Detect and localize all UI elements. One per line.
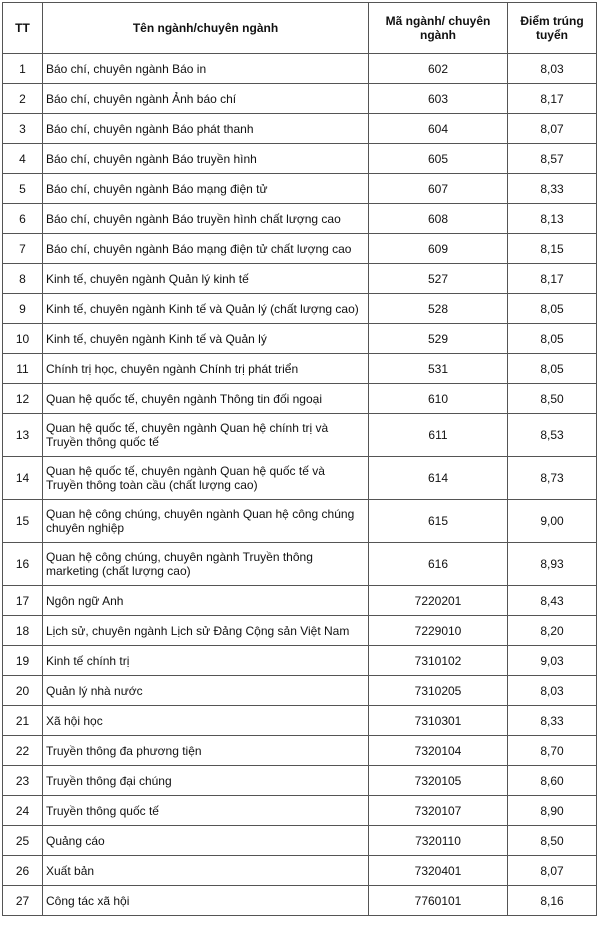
row-number: 24: [3, 796, 43, 826]
program-code: 7310301: [369, 706, 508, 736]
program-code: 611: [369, 414, 508, 457]
admission-score: 8,90: [508, 796, 597, 826]
program-code: 605: [369, 144, 508, 174]
admission-score: 8,13: [508, 204, 597, 234]
program-name: Quản lý nhà nước: [43, 676, 369, 706]
program-name: Công tác xã hội: [43, 886, 369, 916]
header-name: Tên ngành/chuyên ngành: [43, 3, 369, 54]
program-name: Quan hệ quốc tế, chuyên ngành Quan hệ chính trị và Truyền thông quốc tế: [43, 414, 369, 457]
row-number: 2: [3, 84, 43, 114]
program-name: Kinh tế chính trị: [43, 646, 369, 676]
row-number: 18: [3, 616, 43, 646]
row-number: 27: [3, 886, 43, 916]
program-code: 527: [369, 264, 508, 294]
table-row: [3, 500, 597, 543]
row-number: 3: [3, 114, 43, 144]
table-row: [3, 324, 597, 354]
program-name: Ngôn ngữ Anh: [43, 586, 369, 616]
row-number: 11: [3, 354, 43, 384]
program-name: Quan hệ công chúng, chuyên ngành Quan hệ công chúng chuyên nghiệp: [43, 500, 369, 543]
admission-score: 8,33: [508, 174, 597, 204]
program-code: 609: [369, 234, 508, 264]
row-number: 9: [3, 294, 43, 324]
program-code: 7320105: [369, 766, 508, 796]
program-code: 610: [369, 384, 508, 414]
program-name: Quảng cáo: [43, 826, 369, 856]
program-name: Quan hệ quốc tế, chuyên ngành Quan hệ quốc tế và Truyền thông toàn cầu (chất lượng cao): [43, 457, 369, 500]
program-code: 7320104: [369, 736, 508, 766]
table-row: [3, 264, 597, 294]
admission-score: 8,43: [508, 586, 597, 616]
row-number: 5: [3, 174, 43, 204]
admission-scores-table: [2, 2, 597, 916]
admission-score: 8,70: [508, 736, 597, 766]
program-code: 7320107: [369, 796, 508, 826]
admission-score: 8,07: [508, 114, 597, 144]
table-row: [3, 646, 597, 676]
program-name: Báo chí, chuyên ngành Báo truyền hình chất lượng cao: [43, 204, 369, 234]
program-name: Kinh tế, chuyên ngành Kinh tế và Quản lý: [43, 324, 369, 354]
admission-score: 8,33: [508, 706, 597, 736]
program-name: Quan hệ quốc tế, chuyên ngành Thông tin đối ngoại: [43, 384, 369, 414]
table-row: [3, 886, 597, 916]
program-code: 7229010: [369, 616, 508, 646]
table-row: [3, 856, 597, 886]
program-code: 7320110: [369, 826, 508, 856]
row-number: 23: [3, 766, 43, 796]
header-code: Mã ngành/ chuyên ngành: [369, 3, 508, 54]
program-code: 7310205: [369, 676, 508, 706]
table-row: [3, 174, 597, 204]
program-code: 602: [369, 54, 508, 84]
program-code: 529: [369, 324, 508, 354]
row-number: 21: [3, 706, 43, 736]
header-tt: TT: [3, 3, 43, 54]
admission-score: 8,17: [508, 264, 597, 294]
row-number: 12: [3, 384, 43, 414]
program-name: Chính trị học, chuyên ngành Chính trị phát triển: [43, 354, 369, 384]
admission-score: 8,17: [508, 84, 597, 114]
row-number: 26: [3, 856, 43, 886]
table-row: [3, 144, 597, 174]
table-row: [3, 676, 597, 706]
program-name: Xã hội học: [43, 706, 369, 736]
row-number: 22: [3, 736, 43, 766]
table-row: [3, 766, 597, 796]
program-name: Quan hệ công chúng, chuyên ngành Truyền thông marketing (chất lượng cao): [43, 543, 369, 586]
program-code: 615: [369, 500, 508, 543]
table-row: [3, 84, 597, 114]
program-code: 604: [369, 114, 508, 144]
program-code: 528: [369, 294, 508, 324]
program-code: 7220201: [369, 586, 508, 616]
table-row: [3, 543, 597, 586]
admission-score: 8,60: [508, 766, 597, 796]
program-name: Kinh tế, chuyên ngành Kinh tế và Quản lý (chất lượng cao): [43, 294, 369, 324]
admission-score: 8,93: [508, 543, 597, 586]
program-code: 616: [369, 543, 508, 586]
program-code: 603: [369, 84, 508, 114]
table-row: [3, 457, 597, 500]
row-number: 19: [3, 646, 43, 676]
table-row: [3, 826, 597, 856]
table-row: [3, 234, 597, 264]
row-number: 7: [3, 234, 43, 264]
program-code: 607: [369, 174, 508, 204]
row-number: 15: [3, 500, 43, 543]
admission-score: 9,03: [508, 646, 597, 676]
program-code: 7320401: [369, 856, 508, 886]
admission-score: 8,03: [508, 54, 597, 84]
program-name: Truyền thông đa phương tiện: [43, 736, 369, 766]
row-number: 14: [3, 457, 43, 500]
table-row: [3, 616, 597, 646]
header-row: [3, 3, 597, 54]
admission-score: 8,03: [508, 676, 597, 706]
table-row: [3, 706, 597, 736]
program-name: Báo chí, chuyên ngành Báo mạng điện tử: [43, 174, 369, 204]
table-row: [3, 384, 597, 414]
program-code: 7760101: [369, 886, 508, 916]
row-number: 8: [3, 264, 43, 294]
table-row: [3, 586, 597, 616]
program-name: Báo chí, chuyên ngành Báo in: [43, 54, 369, 84]
admission-score: 8,16: [508, 886, 597, 916]
program-code: 531: [369, 354, 508, 384]
row-number: 13: [3, 414, 43, 457]
admission-score: 8,05: [508, 294, 597, 324]
admission-score: 8,07: [508, 856, 597, 886]
program-name: Báo chí, chuyên ngành Báo truyền hình: [43, 144, 369, 174]
table-row: [3, 294, 597, 324]
program-code: 608: [369, 204, 508, 234]
table-row: [3, 796, 597, 826]
row-number: 20: [3, 676, 43, 706]
admission-score: 8,05: [508, 324, 597, 354]
row-number: 4: [3, 144, 43, 174]
program-name: Xuất bản: [43, 856, 369, 886]
table-row: [3, 354, 597, 384]
row-number: 1: [3, 54, 43, 84]
row-number: 6: [3, 204, 43, 234]
table-row: [3, 114, 597, 144]
program-name: Kinh tế, chuyên ngành Quản lý kinh tế: [43, 264, 369, 294]
admission-score: 8,20: [508, 616, 597, 646]
program-code: 614: [369, 457, 508, 500]
row-number: 16: [3, 543, 43, 586]
program-name: Truyền thông đại chúng: [43, 766, 369, 796]
program-name: Truyền thông quốc tế: [43, 796, 369, 826]
row-number: 17: [3, 586, 43, 616]
admission-score: 8,50: [508, 384, 597, 414]
table-row: [3, 736, 597, 766]
admission-score: 8,57: [508, 144, 597, 174]
table-row: [3, 54, 597, 84]
admission-score: 8,53: [508, 414, 597, 457]
admission-score: 9,00: [508, 500, 597, 543]
admission-score: 8,50: [508, 826, 597, 856]
table-row: [3, 414, 597, 457]
admission-score: 8,73: [508, 457, 597, 500]
row-number: 25: [3, 826, 43, 856]
program-code: 7310102: [369, 646, 508, 676]
program-name: Báo chí, chuyên ngành Ảnh báo chí: [43, 84, 369, 114]
admission-score: 8,05: [508, 354, 597, 384]
header-score: Điểm trúng tuyển: [508, 3, 597, 54]
program-name: Lịch sử, chuyên ngành Lịch sử Đảng Cộng sản Việt Nam: [43, 616, 369, 646]
table-row: [3, 204, 597, 234]
row-number: 10: [3, 324, 43, 354]
admission-score: 8,15: [508, 234, 597, 264]
program-name: Báo chí, chuyên ngành Báo phát thanh: [43, 114, 369, 144]
program-name: Báo chí, chuyên ngành Báo mạng điện tử chất lượng cao: [43, 234, 369, 264]
